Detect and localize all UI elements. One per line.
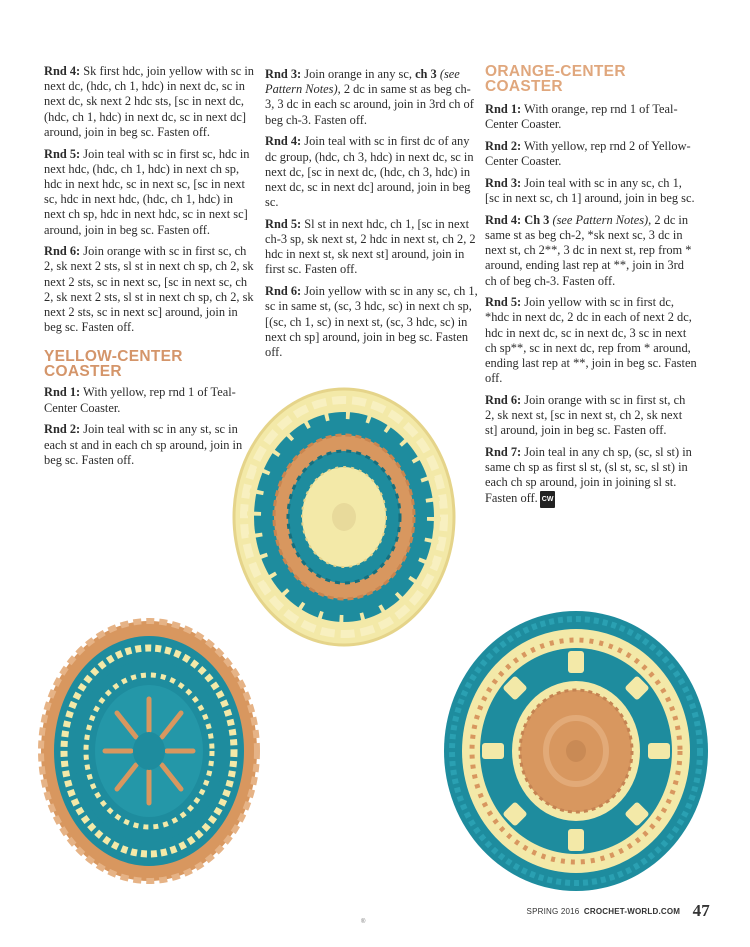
instruction-rnd-1: Rnd 1: With orange, rep rnd 1 of Teal-Center Coaster. bbox=[485, 102, 678, 132]
column-2 bbox=[265, 67, 479, 367]
instruction-rnd-6: Rnd 6: Join orange with sc in first st, ch 2, sk next st, [sc in next st, ch 2, sk next st] around, join in beg sc. Fasten off. bbox=[485, 392, 686, 438]
issue-label: SPRING 2016 bbox=[526, 907, 580, 916]
instruction-rnd-5: Rnd 5: Join teal with sc in first sc, hdc in next hdc, (hdc, ch 1, hdc) in next ch sp, hdc in next hdc, sc in next sc, [sc in next sc, hdc in next hdc, (hdc, ch 1, hdc) in next ch sp, hdc in next hdc, sc in next sc] around, join in beg sc. Fasten off. bbox=[44, 146, 250, 237]
website-label: CROCHET-WORLD.COM bbox=[583, 907, 681, 916]
instruction-rnd-4: Rnd 4: Ch 3 (see Pattern Notes), 2 dc in same st as beg ch-2, *sk next sc, 3 dc in next st, ch 2**, 3 dc in next st, rep from * around, ending last rep at **, join in 3rd ch of beg ch-3. Fasten off. bbox=[485, 212, 692, 288]
instruction-rnd-5: Rnd 5: Join yellow with sc in first dc, *hdc in next dc, 2 dc in each of next 2 dc, hdc in next dc, sc in next dc, 3 sc in next ch sp**, sc in next dc, rep from * around, ending last rep at **, join in beg sc. Fasten off. bbox=[485, 295, 697, 386]
registration-mark: ® bbox=[361, 919, 366, 925]
instruction-rnd-3: Rnd 3: Join teal with sc in any sc, ch 1, [sc in next sc, ch 1] around, join in beg sc. bbox=[485, 175, 695, 206]
instruction-rnd-1: Rnd 1: With yellow, rep rnd 1 of Teal-Center Coaster. bbox=[44, 385, 236, 415]
instruction-rnd-5: Rnd 5: Sl st in next hdc, ch 1, [sc in next ch-3 sp, sk next st, 2 hdc in next st, ch 2, 2 hdc in next st, sk next st] around, join in first sc. Fasten off. bbox=[265, 216, 476, 277]
column-1 bbox=[44, 64, 256, 474]
instruction-rnd-3: Rnd 3: Join orange in any sc, ch 3 (see Pattern Notes), 2 dc in same st as beg ch-3, 3 dc in each sc around, join in 3rd ch of beg ch-3. Fasten off. bbox=[265, 67, 474, 127]
instruction-rnd-7: Rnd 7: Join teal in any ch sp, (sc, sl st) in same ch sp as first sl st, (sl st, sc, sl st) in each ch sp around, join in joining sl st. Fasten off. CW bbox=[485, 445, 697, 508]
yellow-center-heading: YELLOW-CENTER COASTER bbox=[44, 348, 183, 381]
teal-center-coaster-image bbox=[228, 383, 460, 651]
instruction-rnd-2: Rnd 2: With yellow, rep rnd 2 of Yellow-Center Coaster. bbox=[485, 138, 691, 169]
column-3 bbox=[485, 64, 697, 514]
page-footer bbox=[527, 901, 710, 921]
page-number: 47 bbox=[692, 901, 710, 920]
orange-center-coaster-image bbox=[438, 606, 714, 896]
yellow-center-coaster-image bbox=[36, 616, 262, 886]
instruction-rnd-4: Rnd 4: Join teal with sc in first dc of any dc group, (hdc, ch 3, hdc) in next dc, sc in next dc, [sc in next dc, (hdc, ch 3, hdc) in next dc, sc in next dc] around, join in beg sc. bbox=[265, 134, 474, 210]
instruction-rnd-6: Rnd 6: Join orange with sc in first sc, ch 2, sk next 2 sts, sl st in next ch sp, ch 2, sk next 2 sts, sc in next sc, [sc in next sc, ch 2, sk next 2 sts, sl st in next ch sp, ch 2, sk next 2 sts, sc in next sc] around, join in beg sc. Fasten off. bbox=[44, 244, 254, 335]
end-mark-icon: CW bbox=[540, 491, 556, 508]
instruction-rnd-4: Rnd 4: Sk first hdc, join yellow with sc in next dc, (hdc, ch 1, hdc) in next dc, sc in next dc, sk next 2 hdc sts, [sc in next dc, (hdc, ch 1, hdc) in next dc, sc in next dc] around, join in beg sc. Fasten off. bbox=[44, 64, 254, 139]
instruction-rnd-2: Rnd 2: Join teal with sc in any st, sc in each st and in each ch sp around, join in beg sc. Fasten off. bbox=[44, 422, 243, 467]
instruction-rnd-6: Rnd 6: Join yellow with sc in any sc, ch 1, sc in same st, (sc, 3 hdc, sc) in next ch sp, [(sc, ch 1, sc) in next st, (sc, 3 hdc, sc) in next ch sp] around, join in beg sc. Fasten off. bbox=[265, 284, 478, 359]
orange-center-heading: ORANGE-CENTER COASTER bbox=[485, 63, 626, 95]
